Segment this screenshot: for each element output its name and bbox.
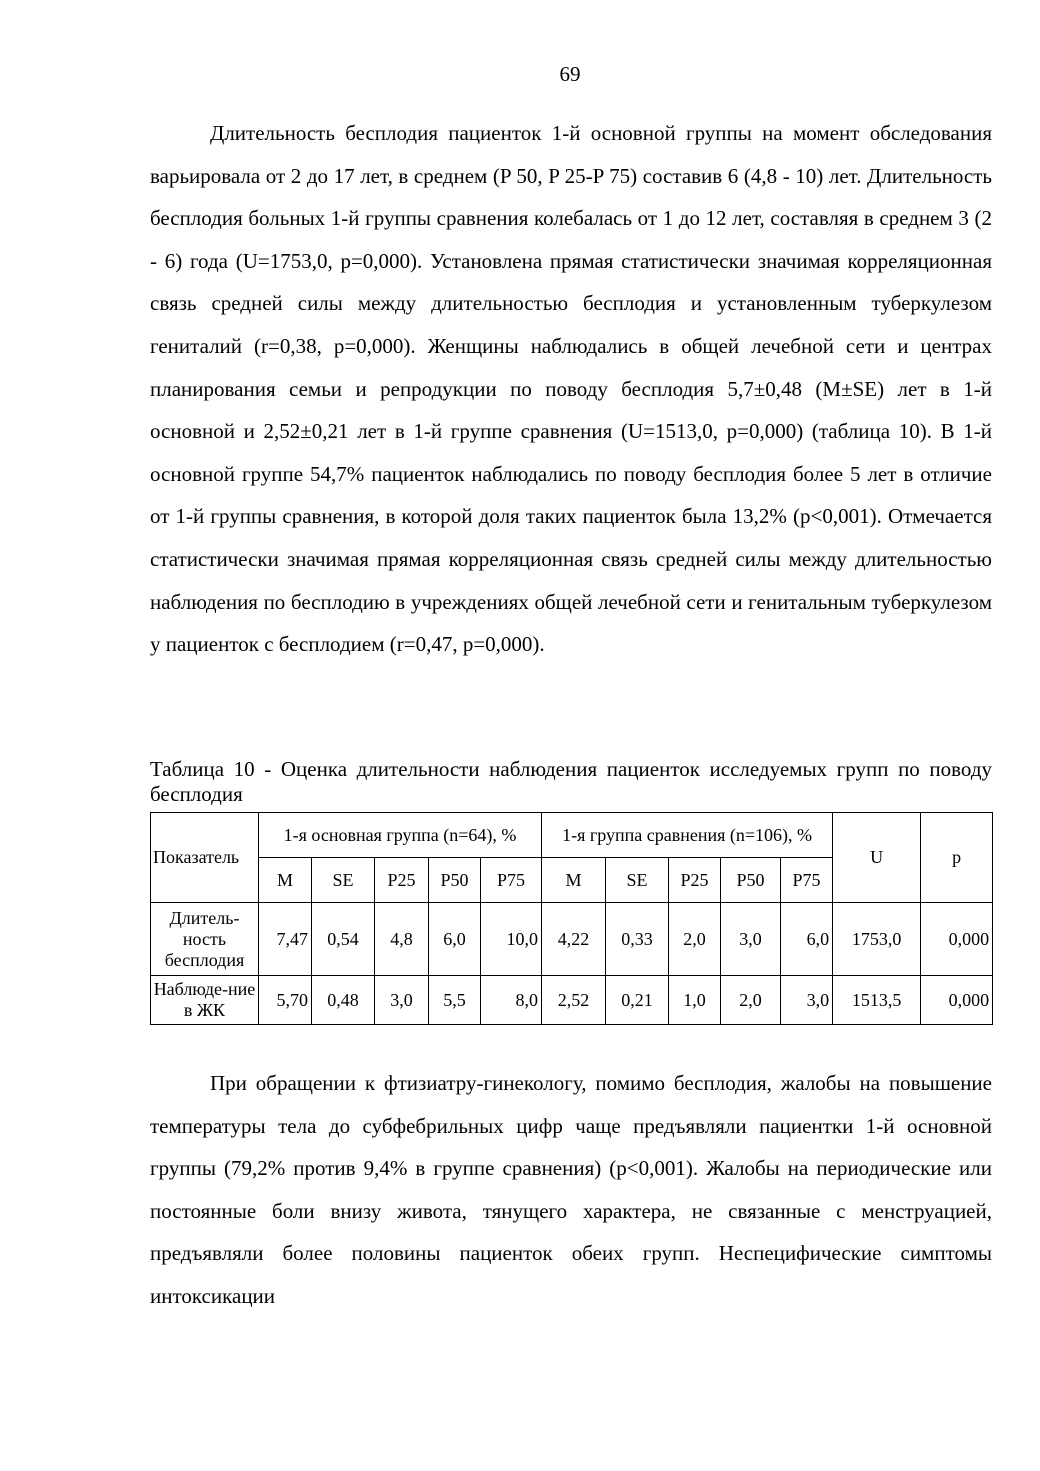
cell: 10,0	[481, 903, 542, 976]
cell: 5,70	[259, 976, 312, 1025]
table-row	[151, 903, 993, 976]
row-label: Наблюде-ние в ЖК	[151, 976, 259, 1025]
cell-p: 0,000	[921, 976, 993, 1025]
subheader-cell: P50	[721, 858, 781, 903]
cell: 3,0	[781, 976, 833, 1025]
table-row	[151, 976, 993, 1025]
cell: 3,0	[375, 976, 429, 1025]
cell: 2,0	[669, 903, 721, 976]
subheader-cell: P75	[481, 858, 542, 903]
subheader-cell: SE	[312, 858, 375, 903]
cell: 6,0	[429, 903, 481, 976]
cell: 4,22	[542, 903, 606, 976]
subheader-cell: P50	[429, 858, 481, 903]
cell: 0,54	[312, 903, 375, 976]
header-group-comparison: 1-я группа сравнения (n=106), %	[542, 813, 833, 858]
table-header-row	[151, 813, 993, 858]
cell: 6,0	[781, 903, 833, 976]
cell-u: 1513,5	[833, 976, 921, 1025]
page-number: 69	[559, 62, 581, 86]
header-p: p	[921, 813, 993, 903]
cell-u: 1753,0	[833, 903, 921, 976]
header-group-main: 1-я основная группа (n=64), %	[259, 813, 542, 858]
subheader-cell: SE	[606, 858, 669, 903]
cell: 5,5	[429, 976, 481, 1025]
cell: 1,0	[669, 976, 721, 1025]
cell: 2,0	[721, 976, 781, 1025]
header-indicator: Показатель	[151, 813, 259, 903]
data-table	[150, 812, 993, 1025]
subheader-cell: M	[542, 858, 606, 903]
row-label: Длитель-ность бесплодия	[151, 903, 259, 976]
subheader-cell: M	[259, 858, 312, 903]
subheader-cell: P25	[669, 858, 721, 903]
header-u: U	[833, 813, 921, 903]
cell: 4,8	[375, 903, 429, 976]
subheader-cell: P75	[781, 858, 833, 903]
cell: 3,0	[721, 903, 781, 976]
subheader-cell: P25	[375, 858, 429, 903]
cell: 0,21	[606, 976, 669, 1025]
cell: 7,47	[259, 903, 312, 976]
cell: 8,0	[481, 976, 542, 1025]
cell-p: 0,000	[921, 903, 993, 976]
body-paragraph-2: При обращении к фтизиатру-гинекологу, помимо бесплодия, жалобы на повышение температуры тела до субфебрильных цифр чаще предъявляли пациентки 1-й основной группы (79,2% против 9,4% в группе сравнения) (p<0,001). Жалобы на периодические или постоянные боли внизу живота, тянущего характера, не связанные с менструацией, предъявляли более половины пациенток обеих групп. Неспецифические симптомы интоксикации	[150, 1071, 992, 1308]
cell: 2,52	[542, 976, 606, 1025]
cell: 0,48	[312, 976, 375, 1025]
cell: 0,33	[606, 903, 669, 976]
body-paragraph-1: Длительность бесплодия пациенток 1-й основной группы на момент обследования варьировала от 2 до 17 лет, в среднем (P 50, P 25-P 75) составив 6 (4,8 - 10) лет. Длительность бесплодия больных 1-й группы сравнения колебалась от 1 до 12 лет, составляя в среднем 3 (2 - 6) года (U=1753,0, p=0,000). Установлена прямая статистически значимая корреляционная связь средней силы между длительностью бесплодия и установленным туберкулезом гениталий (r=0,38, p=0,000). Женщины наблюдались в общей лечебной сети и центрах планирования семьи и репродукции по поводу бесплодия 5,7±0,48 (M±SE) лет в 1-й основной и 2,52±0,21 лет в 1-й группе сравнения (U=1513,0, p=0,000) (таблица 10). В 1-й основной группе 54,7% пациенток наблюдались по поводу бесплодия более 5 лет в отличие от 1-й группы сравнения, в которой доля таких пациенток была 13,2% (p<0,001). Отмечается статистически значимая прямая корреляционная связь средней силы между длительностью наблюдения по бесплодию в учреждениях общей лечебной сети и генитальным туберкулезом у пациенток с бесплодием (r=0,47, p=0,000).	[150, 121, 992, 657]
table-caption: Таблица 10 - Оценка длительности наблюдения пациенток исследуемых групп по поводу бесплодия	[150, 757, 992, 806]
